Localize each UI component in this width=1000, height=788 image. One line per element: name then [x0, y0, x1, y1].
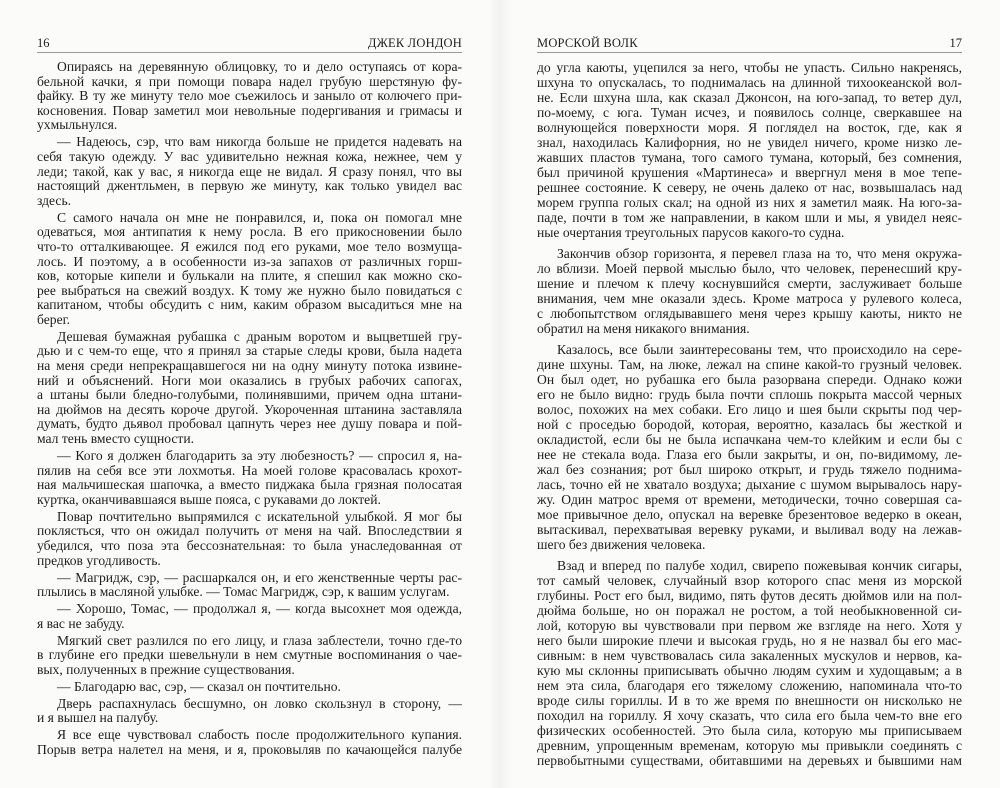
- text-line: решнее состояние. К северу, не очень далеко от нас, возвышалась над: [537, 180, 962, 195]
- text-line: капитаном, чтобы обсудить с ним, каким образом высадиться мне на: [37, 297, 462, 313]
- text-line: одеваться, моя антипатия к нему росла. В его прикосновении было: [37, 224, 462, 240]
- page-body: [37, 60, 462, 758]
- running-header: [37, 36, 462, 53]
- text-line: морем группа голых скал; на одной из них я заметил маяк. На юго-за-: [537, 195, 962, 210]
- text-line: тот самый человек, случайный взор которого спас меня из морской: [537, 573, 962, 588]
- text-line: дюйма больше, но он поражал не ростом, а той необыкновенной си-: [537, 603, 962, 618]
- text-line: предков угодливость.: [37, 552, 161, 568]
- text-line: ной с проседью бородой, которая, вероятно, казалась бы жесткой и: [537, 417, 962, 432]
- paragraph: [37, 211, 462, 328]
- text-line: бельной качки, я при помощи повара надел грубую шерстяную фу-: [37, 73, 462, 89]
- page-body: [537, 60, 962, 768]
- paragraph: [537, 342, 962, 552]
- paragraph: [37, 135, 462, 208]
- text-line: его не было видно: грудь была почти сплошь покрыта массой черных: [537, 387, 962, 402]
- paragraph: [37, 680, 462, 695]
- text-line: знал, находилась Калифорния, но не увидел ничего, кроме низко ле-: [537, 135, 962, 150]
- text-line: был причиной крушения «Мартинеса» и ввергнул меня в мое тепе-: [537, 165, 962, 180]
- text-line: по-моему, с юга. Туман исчез, и появилось солнце, сверкавшее на: [537, 105, 962, 120]
- text-line: него были широкие плечи и высокая грудь, но я не назвал бы его мас-: [537, 633, 962, 648]
- paragraph: [37, 330, 462, 447]
- text-line: ухмыльнулся.: [37, 117, 118, 133]
- text-line: здесь.: [37, 192, 72, 208]
- text-line: Порыв ветра налетел на меня, и я, проковыляв по качающейся палубе: [37, 742, 462, 758]
- text-line: окладистой, если бы не была испачкана чем-то клейким и если бы с: [537, 432, 962, 447]
- text-line: пялив на себя все эти лохмотья. На моей голове красовалась крохот-: [37, 462, 462, 478]
- text-line: лось. И поэтому, а в особенности из-за запахов от различных горш-: [37, 253, 462, 269]
- left-page: [37, 36, 462, 758]
- text-line: — Кого я должен благодарить за эту любезность? — спросил я, на-: [57, 448, 462, 463]
- paragraph: [537, 60, 962, 240]
- text-line: в глубине его предки шевельнули в нем смутные воспоминания о чае-: [37, 647, 462, 663]
- running-header: [537, 36, 962, 53]
- text-line: плылись в масляной улыбке. — Томас Магридж, сэр, к вашим услугам.: [37, 584, 450, 600]
- text-line: лась, точно ей не хватало воздуха; дыхание с шумом вырывалось нару-: [537, 477, 962, 492]
- text-line: Казалось, все были заинтересованы тем, что происходило на сере-: [557, 342, 962, 357]
- text-line: с любопытством оглядывавшего меня через крышу каюты, никто не: [537, 306, 962, 321]
- text-line: берег.: [37, 311, 71, 327]
- text-line: файку. В ту же минуту тело мое съежилось и заныло от колючего при-: [37, 88, 462, 104]
- text-line: ков, которые кипели и булькали на плите, я спешил как можно ско-: [37, 268, 462, 284]
- text-line: жавших пластов тумана, того самого тумана, который, без сомнения,: [537, 150, 962, 165]
- paragraph: [37, 602, 462, 631]
- text-line: нем эта сила, благодаря его тяжелому сложению, напоминала что-то: [537, 678, 962, 693]
- page-number: 16: [37, 36, 50, 50]
- text-line: кую мы склонны приписывать обычно людям сухим и худощавым; а в: [537, 663, 962, 678]
- running-head-author: ДЖЕК ЛОНДОН: [367, 36, 462, 50]
- text-line: на меня среди непрекращавшегося ни на одну минуту потока извине-: [37, 358, 462, 374]
- text-line: куртка, оканчивавшаяся выше пояса, с рукавами до локтей.: [37, 491, 381, 507]
- text-line: ные очертания треугольных парусов какого-то судна.: [537, 225, 845, 240]
- text-line: — Хорошо, Томас, — продолжал я, — когда высохнет моя одежда,: [57, 601, 462, 617]
- text-line: ний и объяснений. Ноги мои оказались в грубых рабочих сапогах,: [37, 372, 462, 388]
- text-line: и я вышел на палубу.: [37, 710, 159, 726]
- text-line: Повар почтительно выпрямился с искательной улыбкой. Я мог бы: [57, 508, 462, 524]
- text-line: паде, почти в том же направлении, в каком шли и мы, я увидел неяс-: [537, 210, 962, 225]
- text-line: физических особенностей. Это была сила, которую мы приписываем: [537, 723, 962, 738]
- paragraph: [37, 60, 462, 133]
- text-line: волос, похожих на мех собаки. Его лицо и шея были скрыты под чер-: [537, 402, 962, 417]
- text-line: глубины. Рост его был, видимо, пять футов десять дюймов или на пол-: [537, 588, 962, 603]
- text-line: Дверь распахнулась бесшумно, он ловко скользнул в сторону, —: [57, 695, 462, 711]
- text-line: настоящий джентльмен, в первую же минуту, как только увидел вас: [37, 178, 462, 194]
- text-line: обратил на меня никакого внимания.: [537, 321, 750, 336]
- text-line: Взад и вперед по палубе ходил, свирепо пожевывая кончик сигары,: [557, 558, 962, 573]
- paragraph: [37, 510, 462, 568]
- text-line: поклясться, что он ожидал получить от меня на чай. Впоследствии я: [37, 523, 462, 539]
- book-gutter-shadow: [488, 0, 512, 788]
- text-line: древним, упрощенным временам, которую мы привыкли соединять с: [537, 738, 962, 753]
- paragraph: [537, 558, 962, 768]
- text-line: внимания, чем мне оказали здесь. Кроме матроса у рулевого колеса,: [537, 291, 962, 306]
- text-line: шение и плечом к плечу коснувшийся смерти, заслуживает больше: [537, 276, 962, 291]
- text-line: жал без сознания; рот был широко открыт, и грудь тяжело поднима-: [537, 462, 962, 477]
- paragraph: [37, 697, 462, 726]
- text-line: Я все еще чувствовал слабость после продолжительного купания.: [57, 727, 462, 743]
- paragraph: [37, 449, 462, 507]
- text-line: дью и с чем-то еще, что я принял за старые следы крови, была надета: [37, 343, 462, 359]
- text-line: ло вблизи. Моей первой мыслью было, что человек, перенесший кру-: [537, 261, 962, 276]
- text-line: мал тень вместо сущности.: [37, 431, 195, 447]
- text-line: жу. Один матрос время от времени, методически, точно совершая са-: [537, 492, 962, 507]
- text-line: — Надеюсь, сэр, что вам никогда больше не придется надевать на: [57, 134, 462, 150]
- text-line: первобытными существами, обитавшими на деревьях и бывшими нам: [537, 753, 962, 768]
- text-line: — Магридж, сэр, — расшаркался он, и его женственные черты рас-: [57, 569, 462, 585]
- paragraph: [537, 246, 962, 336]
- text-line: вытаскивал, перехватывая веревку руками, и выливал воду на лежав-: [537, 522, 962, 537]
- running-head-title: МОРСКОЙ ВОЛК: [537, 36, 638, 50]
- text-line: С самого начала он мне не понравился, и, пока он помогал мне: [57, 209, 462, 225]
- text-line: убедился, что поза эта бессознательная: то была унаследованная от: [37, 537, 462, 553]
- text-line: вых, полученных в прежние существования.: [37, 661, 295, 677]
- text-line: а штаны были бледно-голубыми, полинявшими, причем одна штани-: [37, 387, 462, 403]
- text-line: вроде силы гориллы. И в то же время по внешности он нисколько не: [537, 693, 962, 708]
- text-line: не. Если шхуна шла, как сказал Джонсон, на юго-запад, то ветер дул,: [537, 90, 962, 105]
- text-line: Он был одет, но рубашка его была разорвана спереди. Однако кожи: [537, 372, 962, 387]
- text-line: лой, которую вы чувствовали при первом же взгляде на него. Хотя у: [537, 618, 962, 633]
- text-line: ная мальчишеская шапочка, а вместо пиджака была грязная полосатая: [37, 477, 462, 493]
- text-line: что-то отталкивающее. Я ежился под его руками, мое тело возмуща-: [37, 238, 462, 254]
- text-line: Дешевая бумажная рубашка с драным воротом и выцветшей гру-: [57, 328, 462, 344]
- text-line: думать, будто дьявол пробовал цапнуть через нее душу повара и пой-: [37, 416, 462, 432]
- text-line: мое привычное дело, опускал на веревке брезентовое ведерко в океан,: [537, 507, 962, 522]
- paragraph: [37, 571, 462, 600]
- text-line: сивным: в нем чувствовалась сила закаленных мускулов и нервов, ка-: [537, 648, 962, 663]
- right-page: [537, 36, 962, 768]
- text-line: я вас не забуду.: [37, 615, 125, 631]
- paragraph: [37, 728, 462, 757]
- text-line: шхуна то опускалась, то поднималась на длинной тихоокеанской вол-: [537, 75, 962, 90]
- text-line: косновения. Повар заметил мои невольные подергивания и гримасы и: [37, 102, 462, 118]
- text-line: Закончив обзор горизонта, я перевел глаза на то, что меня окружа-: [557, 246, 962, 261]
- page-number: 17: [949, 36, 962, 50]
- text-line: до угла каюты, уцепился за него, чтобы не упасть. Сильно накренясь,: [537, 60, 962, 75]
- text-line: походил на гориллу. Я хочу сказать, что сила его была чем-то вне его: [537, 708, 962, 723]
- text-line: Опираясь на деревянную облицовку, то и дело оступаясь от кора-: [57, 59, 462, 74]
- text-line: — Благодарю вас, сэр, — сказал он почтительно.: [57, 678, 341, 694]
- text-line: на дюймов на десять короче другой. Укороченная штанина заставляла: [37, 401, 462, 417]
- text-line: Мягкий свет разлился по его лицу, и глаза заблестели, точно где-то: [57, 632, 462, 648]
- text-line: шего без движения человека.: [537, 537, 706, 552]
- text-line: себя такую одежду. У вас удивительно нежная кожа, нежнее, чем у: [37, 148, 462, 164]
- text-line: рее выбраться на свежий воздух. К тому же нужно было повидаться с: [37, 282, 462, 298]
- text-line: нее не стекала вода. Глаза его были закрыты, и он, по-видимому, ле-: [537, 447, 962, 462]
- text-line: леди; такой, как у вас, я никогда еще не видал. Я сразу понял, что вы: [37, 163, 462, 179]
- text-line: дине шхуны. Там, на люке, лежал на спине какой-то грузный человек.: [537, 357, 962, 372]
- text-line: волнующейся поверхности моря. Я поглядел на восток, где, как я: [537, 120, 962, 135]
- paragraph: [37, 634, 462, 678]
